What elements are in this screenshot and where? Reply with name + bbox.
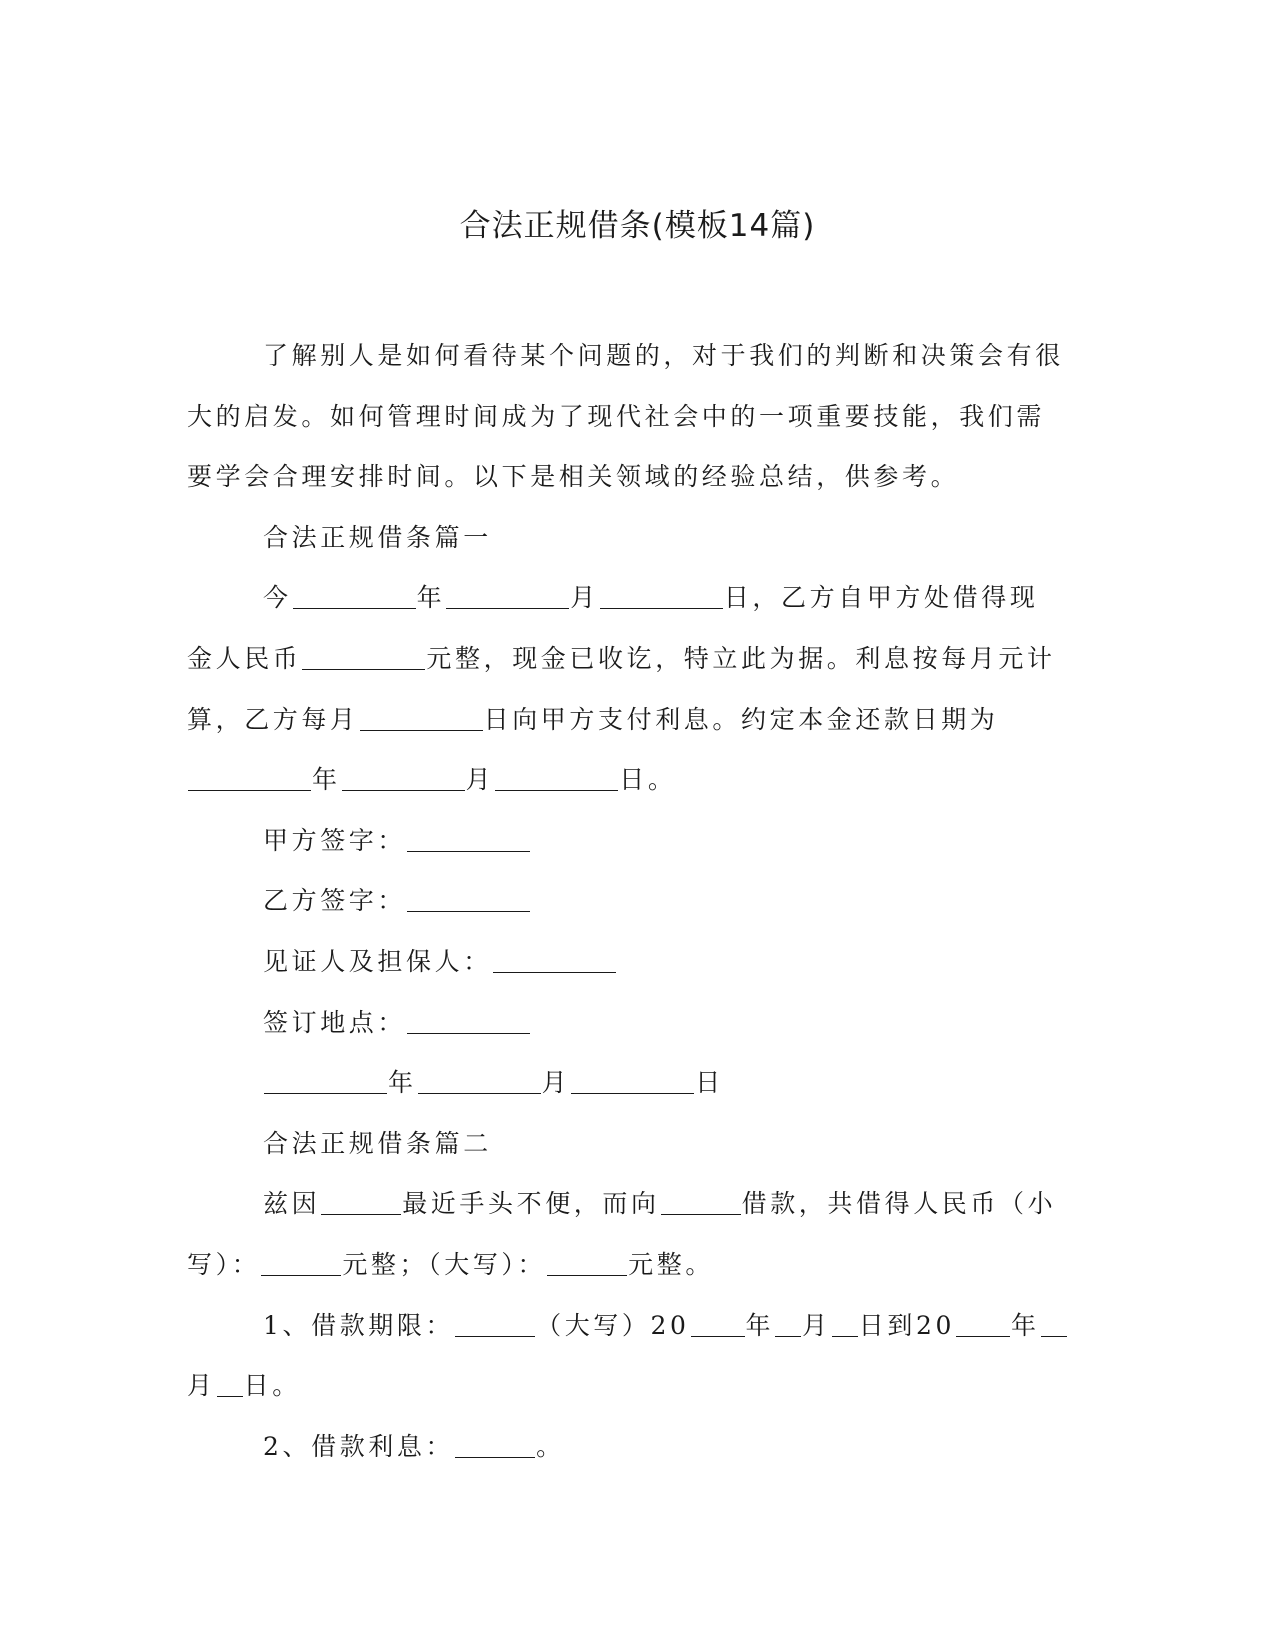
blank-day [495, 765, 618, 791]
blank-month [1041, 1311, 1067, 1337]
label-year: 年 [1010, 1310, 1040, 1340]
intro-line: 了解别人是如何看待某个问题的，对于我们的判断和决策会有很 [263, 341, 1064, 370]
label-year: 年 [745, 1310, 775, 1340]
signing-place-line [187, 993, 1067, 1054]
blank-year [264, 1068, 387, 1094]
blank-year [188, 765, 311, 791]
blank-month [418, 1068, 541, 1094]
blank-signature [407, 826, 530, 852]
blank-interest-day [360, 705, 483, 731]
label-party-b: 乙方签字： [263, 886, 407, 916]
signature-line-party-a [187, 811, 1067, 872]
blank-amount-small [261, 1250, 341, 1276]
document-body [187, 326, 1067, 1477]
blank-term [455, 1311, 535, 1337]
loan-text: （大写）20 [536, 1310, 690, 1340]
loan-text: 元整。 [628, 1249, 714, 1279]
loan-text: 兹因 [263, 1189, 321, 1219]
blank-year [293, 583, 416, 609]
repay-date-line [187, 750, 1067, 811]
blank-borrower [321, 1189, 401, 1215]
loan-interest-line [187, 1417, 1067, 1478]
loan-text: 算，乙方每月 [187, 704, 359, 734]
signing-date-line [187, 1053, 1067, 1114]
loan-amount-line [187, 629, 1067, 690]
loan-text: 日向甲方支付利息。约定本金还款日期为 [483, 704, 999, 734]
loan-text: 最近手头不便，而向 [402, 1189, 660, 1219]
loan-term-line [187, 1296, 1067, 1357]
label-day: 日 [695, 1068, 724, 1098]
interest-line [187, 690, 1067, 751]
blank-month [775, 1311, 801, 1337]
loan-text: 日到20 [858, 1310, 955, 1340]
label-day: 日。 [619, 765, 677, 795]
signature-line-witness [187, 932, 1067, 993]
blank-signature [493, 947, 616, 973]
loan-text: 借款，共借得人民币（小 [741, 1189, 1057, 1219]
blank-amount-big [547, 1250, 627, 1276]
intro-line: 要学会合理安排时间。以下是相关领域的经验总结，供参考。 [187, 462, 960, 492]
document-title: 合法正规借条(模板14篇) [459, 208, 816, 244]
loan-date-line [187, 568, 1067, 629]
label-year: 年 [416, 583, 446, 613]
borrow-amount-line [187, 1235, 1067, 1296]
blank-day [571, 1068, 694, 1094]
signature-line-party-b [187, 871, 1067, 932]
label-year: 年 [312, 765, 341, 795]
blank-day [600, 583, 723, 609]
label-place: 签订地点： [263, 1007, 407, 1037]
section-heading: 合法正规借条篇二 [263, 1128, 492, 1158]
blank-place [407, 1008, 530, 1034]
label-year: 年 [388, 1068, 417, 1098]
blank-interest [455, 1432, 535, 1458]
label-month: 月 [570, 583, 599, 613]
blank-amount [302, 644, 425, 670]
loan-text: 元整；（大写）： [342, 1249, 547, 1279]
label-day: 日。 [243, 1371, 301, 1401]
label-month: 月 [465, 765, 495, 795]
blank-day [832, 1311, 858, 1337]
section-heading: 合法正规借条篇一 [263, 522, 492, 552]
loan-term-end-line [187, 1356, 1067, 1417]
label-month: 月 [541, 1068, 571, 1098]
label-month: 月 [187, 1371, 216, 1401]
blank-month [342, 765, 465, 791]
borrow-reason-line [187, 1174, 1067, 1235]
loan-text: 2、借款利息： [263, 1431, 455, 1461]
blank-year [691, 1311, 745, 1337]
loan-text: 。 [536, 1431, 565, 1461]
intro-line: 大的启发。如何管理时间成为了现代社会中的一项重要技能，我们需 [187, 401, 1046, 431]
loan-text: 元整，现金已收讫，特立此为据。利息按每月元计 [426, 643, 1056, 673]
blank-month [446, 583, 569, 609]
blank-lender [661, 1189, 741, 1215]
label-today: 今 [263, 583, 292, 613]
loan-text: 金人民币 [187, 643, 302, 673]
label-party-a: 甲方签字： [263, 825, 407, 855]
blank-day [217, 1371, 243, 1397]
label-witness: 见证人及担保人： [263, 946, 492, 976]
blank-signature [407, 886, 530, 912]
loan-text: 日，乙方自甲方处借得现 [723, 583, 1039, 613]
blank-year [956, 1311, 1010, 1337]
loan-text: 1、借款期限： [263, 1310, 455, 1340]
loan-text: 写）： [187, 1249, 261, 1279]
label-month: 月 [802, 1310, 831, 1340]
